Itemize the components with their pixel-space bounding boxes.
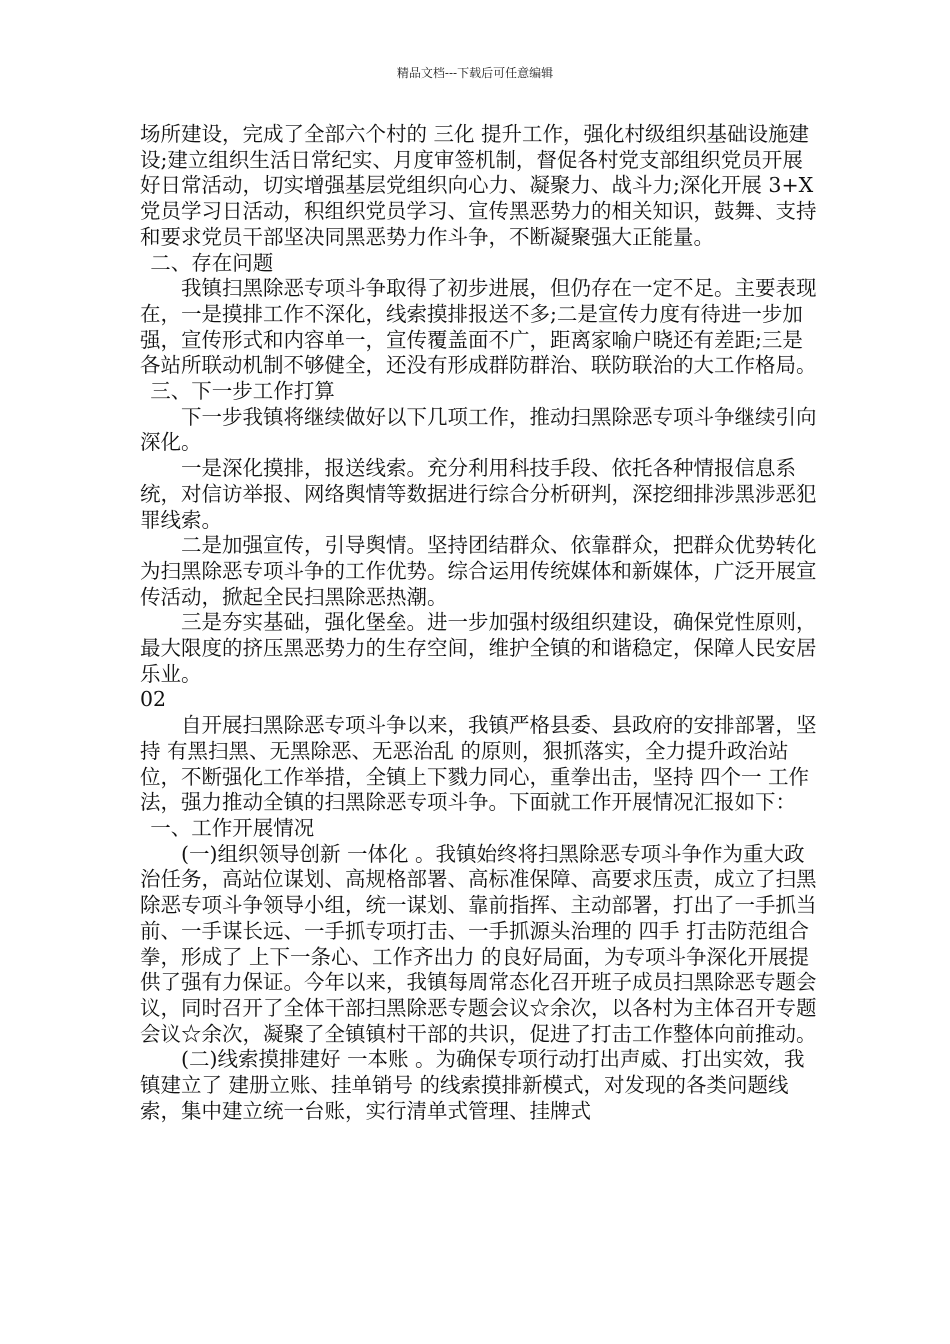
section-heading-progress: 一、工作开展情况	[150, 815, 315, 840]
section-heading-next-steps: 三、下一步工作打算	[150, 379, 335, 404]
paragraph-next-steps-intro: 下一步我镇将继续做好以下几项工作，推动扫黑除恶专项斗争继续引向深化。	[140, 404, 817, 455]
header-note: 精品文档---下载后可任意编辑	[396, 66, 554, 80]
paragraph-problems: 我镇扫黑除恶专项斗争取得了初步进展，但仍存在一定不足。主要表现在，一是摸排工作不深化，线索摸排报送不多;二是宣传力度有待进一步加强，宣传形式和内容单一，宣传覆盖面不广，距离家喻户晓还有差距;三是各站所联动机制不够健全，还没有形成群防群治、联防联治的大工作格局。	[140, 276, 817, 378]
document-body	[140, 122, 820, 1124]
paragraph-step-one: 一是深化摸排，报送线索。充分利用科技手段、依托各种情报信息系统，对信访举报、网络舆情等数据进行综合分析研判，深挖细排涉黑涉恶犯罪线索。	[140, 456, 817, 532]
section-heading-problems: 二、存在问题	[150, 250, 274, 275]
paragraph-introduction: 自开展扫黑除恶专项斗争以来，我镇严格县委、县政府的安排部署，坚持 有黑扫黑、无黑除恶、无恶治乱 的原则，狠抓落实，全力提升政治站位，不断强化工作举措，全镇上下戮力同心，重拳出击，坚持 四个一 工作法，强力推动全镇的扫黑除恶专项斗争。下面就工作开展情况汇报如下：	[140, 713, 817, 815]
paragraph-clues: (二)线索摸排建好 一本账 。为确保专项行动打出声威、打出实效，我镇建立了 建册立账、挂单销号 的线索摸排新模式，对发现的各类问题线索，集中建立统一台账，实行清单式管理、挂牌式	[140, 1047, 805, 1123]
paragraph-continuation: 场所建设，完成了全部六个村的 三化 提升工作，强化村级组织基础设施建设;建立组织生活日常纪实、月度审签机制，督促各村党支部组织党员开展好日常活动，切实增强基层党组织向心力、凝聚力、战斗力;深化开展 3+X 党员学习日活动，积组织党员学习、宣传黑恶势力的相关知识，鼓舞、支持和要求党员干部坚决同黑恶势力作斗争，不断凝聚强大正能量。	[140, 122, 820, 249]
section-number: 02	[140, 687, 167, 712]
paragraph-step-two: 二是加强宣传，引导舆情。坚持团结群众、依靠群众，把群众优势转化为扫黑除恶专项斗争的工作优势。综合运用传统媒体和新媒体，广泛开展宣传活动，掀起全民扫黑除恶热潮。	[140, 533, 817, 609]
paragraph-step-three: 三是夯实基础，强化堡垒。进一步加强村级组织建设，确保党性原则，最大限度的挤压黑恶势力的生存空间，维护全镇的和谐稳定，保障人民安居乐业。	[140, 610, 817, 686]
paragraph-leadership: (一)组织领导创新 一体化 。我镇始终将扫黑除恶专项斗争作为重大政治任务，高站位谋划、高规格部署、高标准保障、高要求压责，成立了扫黑除恶专项斗争领导小组，统一谋划、靠前指挥、主动部署，打出了一手抓当前、一手谋长远、一手抓专项打击、一手抓源头治理的 四手 打击防范组合拳，形成了 上下一条心、工作齐出力 的良好局面，为专项斗争深化开展提供了强有力保证。今年以来，我镇每周常态化召开班子成员扫黑除恶专题会议，同时召开了全体干部扫黑除恶专题会议☆余次，以各村为主体召开专题会议☆余次，凝聚了全镇镇村干部的共识，促进了打击工作整体向前推动。	[140, 841, 817, 1046]
